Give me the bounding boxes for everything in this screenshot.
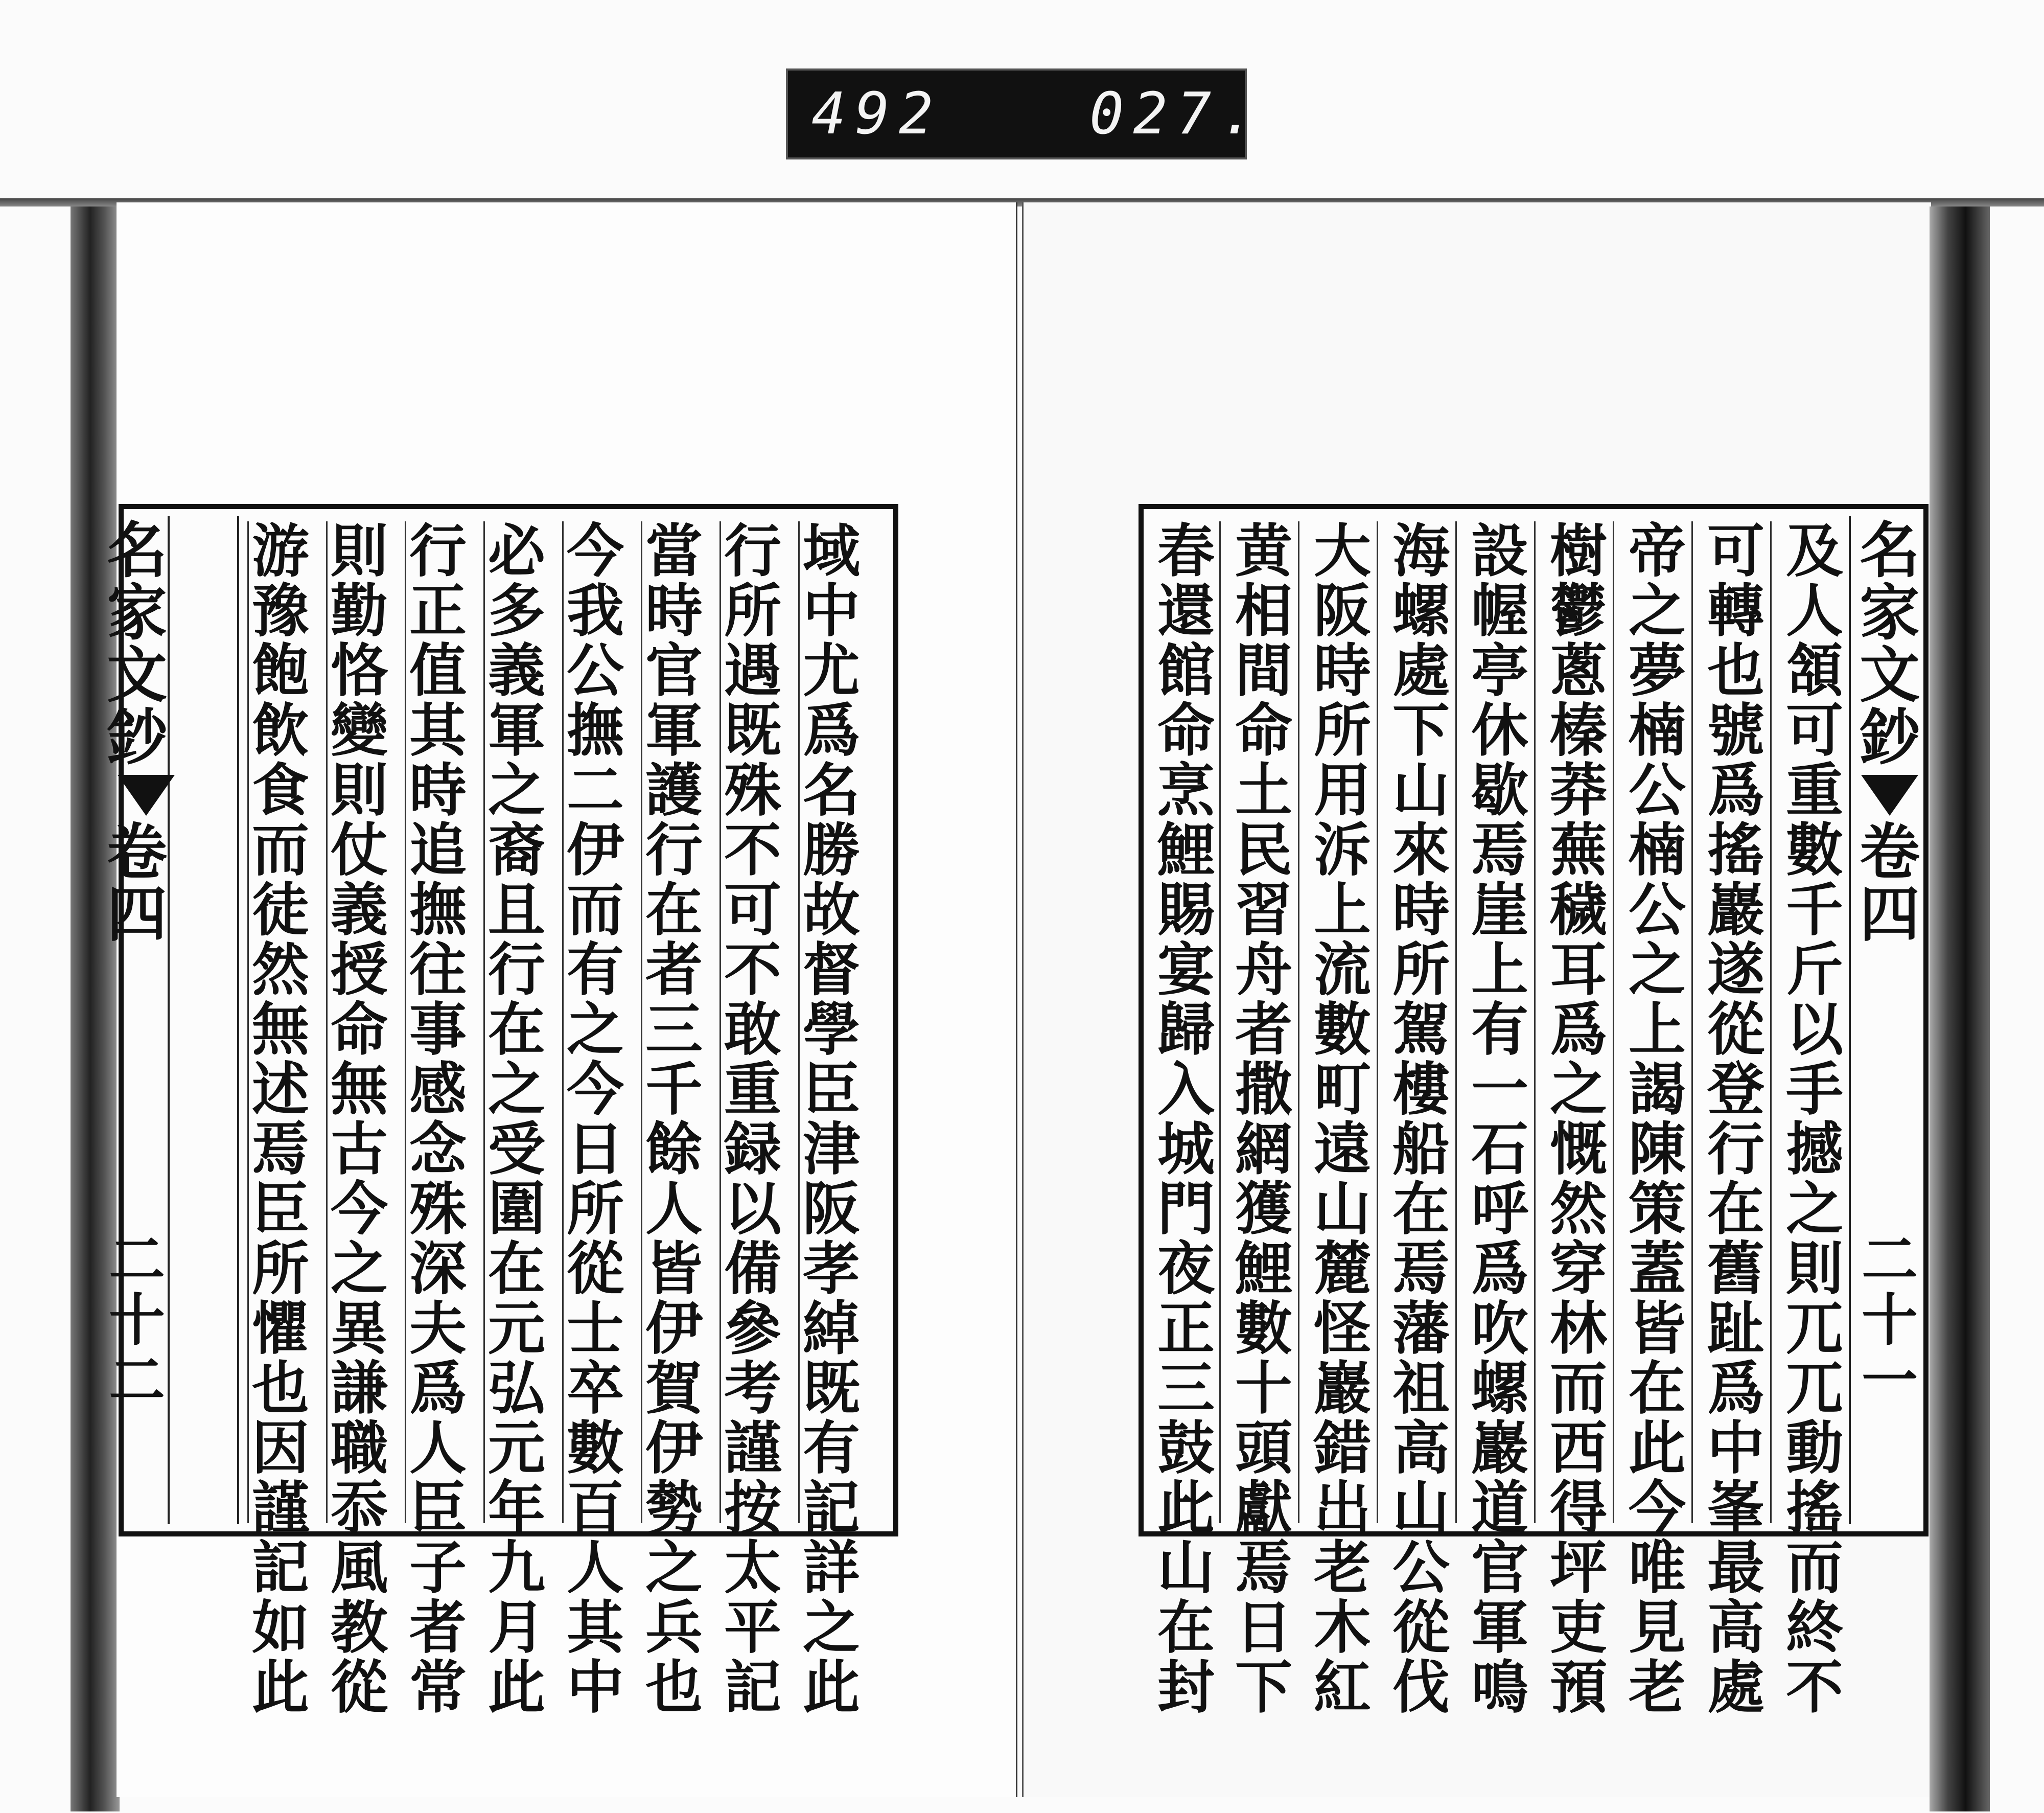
column-rule xyxy=(1691,521,1693,1523)
margin-rule xyxy=(237,516,239,1524)
column-rule xyxy=(1613,521,1614,1523)
column-rule xyxy=(326,521,328,1523)
right-text-block xyxy=(1139,504,1929,1721)
column-rule xyxy=(1219,521,1221,1523)
left-heading-volume: 卷四 xyxy=(106,816,167,950)
column-rule xyxy=(483,521,485,1523)
column-rule xyxy=(1770,521,1772,1523)
reel-number: 492 xyxy=(811,81,943,147)
margin-rule xyxy=(168,516,170,1524)
column-rule xyxy=(405,521,406,1523)
text-column: 必多義軍之裔且行在之受圍在元弘元年九月此 xyxy=(488,518,545,1721)
left-page-number: 二十二 xyxy=(109,1227,165,1413)
right-heading-volume: 卷四 xyxy=(1859,816,1920,950)
column-rule xyxy=(247,521,249,1523)
text-column: 設幄亭休歇焉崖上有一石呼爲吹螺巖道官軍鳴 xyxy=(1471,518,1528,1721)
text-column: 春還館命烹鯉賜宴歸入城門夜正三鼓此山在封 xyxy=(1157,518,1215,1721)
fish-tail-mark xyxy=(1861,775,1918,816)
text-column: 大阪時所用泝上流數町遠山麓怪巖錯出老木紅 xyxy=(1314,518,1371,1721)
column-rule xyxy=(719,521,721,1523)
right-page-edge xyxy=(1930,206,1990,1811)
text-column: 黄相間命土民習舟者撒網獲鯉數十頭獻焉日下 xyxy=(1235,518,1292,1721)
right-heading-title: 名家文鈔 xyxy=(1859,515,1920,773)
text-column: 游豫飽飲食而徒然無述焉臣所懼也因謹記如此 xyxy=(252,518,309,1721)
text-column: 帝之夢楠公楠公之上謁陳策蓋皆在此今唯見老 xyxy=(1629,518,1686,1721)
left-text-block xyxy=(106,504,898,1721)
text-column: 行所遇既殊不可不敢重録以備參考謹按太平記 xyxy=(724,518,781,1721)
right-page-number: 二十一 xyxy=(1862,1227,1918,1413)
left-heading-title: 名家文鈔 xyxy=(106,515,167,773)
column-rule xyxy=(562,521,564,1523)
text-column: 則勤恪變則仗義授命無古今之異謙職忝風教從 xyxy=(331,518,388,1721)
text-column: 樹鬱蔥榛莽蕪穢耳爲之慨然穿林而西得坪吏預 xyxy=(1550,518,1607,1721)
column-rule xyxy=(641,521,642,1523)
column-rule xyxy=(798,521,800,1523)
column-rule xyxy=(1377,521,1378,1523)
fish-tail-mark xyxy=(118,775,175,816)
microfilm-frame-label xyxy=(786,68,1264,159)
text-column: 行正值其時追撫往事感念殊深夫爲人臣子者常 xyxy=(409,518,467,1721)
text-column: 域中尤爲名勝故督學臣津阪孝綽既有記詳之此 xyxy=(803,518,860,1721)
text-column: 海螺處下山來時所駕樓船在焉藩祖高山公從伐 xyxy=(1392,518,1450,1721)
text-column: 今我公撫二伊而有之今日所從士卒數百人其中 xyxy=(567,518,624,1721)
margin-rule xyxy=(1849,516,1851,1524)
column-rule xyxy=(1455,521,1457,1523)
frame-number: 027. xyxy=(1089,81,1264,147)
column-rule xyxy=(1298,521,1299,1523)
column-rule xyxy=(1534,521,1536,1523)
text-column: 當時官軍護行在者三千餘人皆伊賀伊勢之兵也 xyxy=(645,518,703,1721)
text-column: 可轉也號爲搖巖遂從登行在舊趾爲中峯最高處 xyxy=(1707,518,1764,1721)
text-column: 及人頷可重數千斤以手撼之則兀兀動搖而終不 xyxy=(1786,518,1843,1721)
left-page-edge xyxy=(71,206,120,1811)
